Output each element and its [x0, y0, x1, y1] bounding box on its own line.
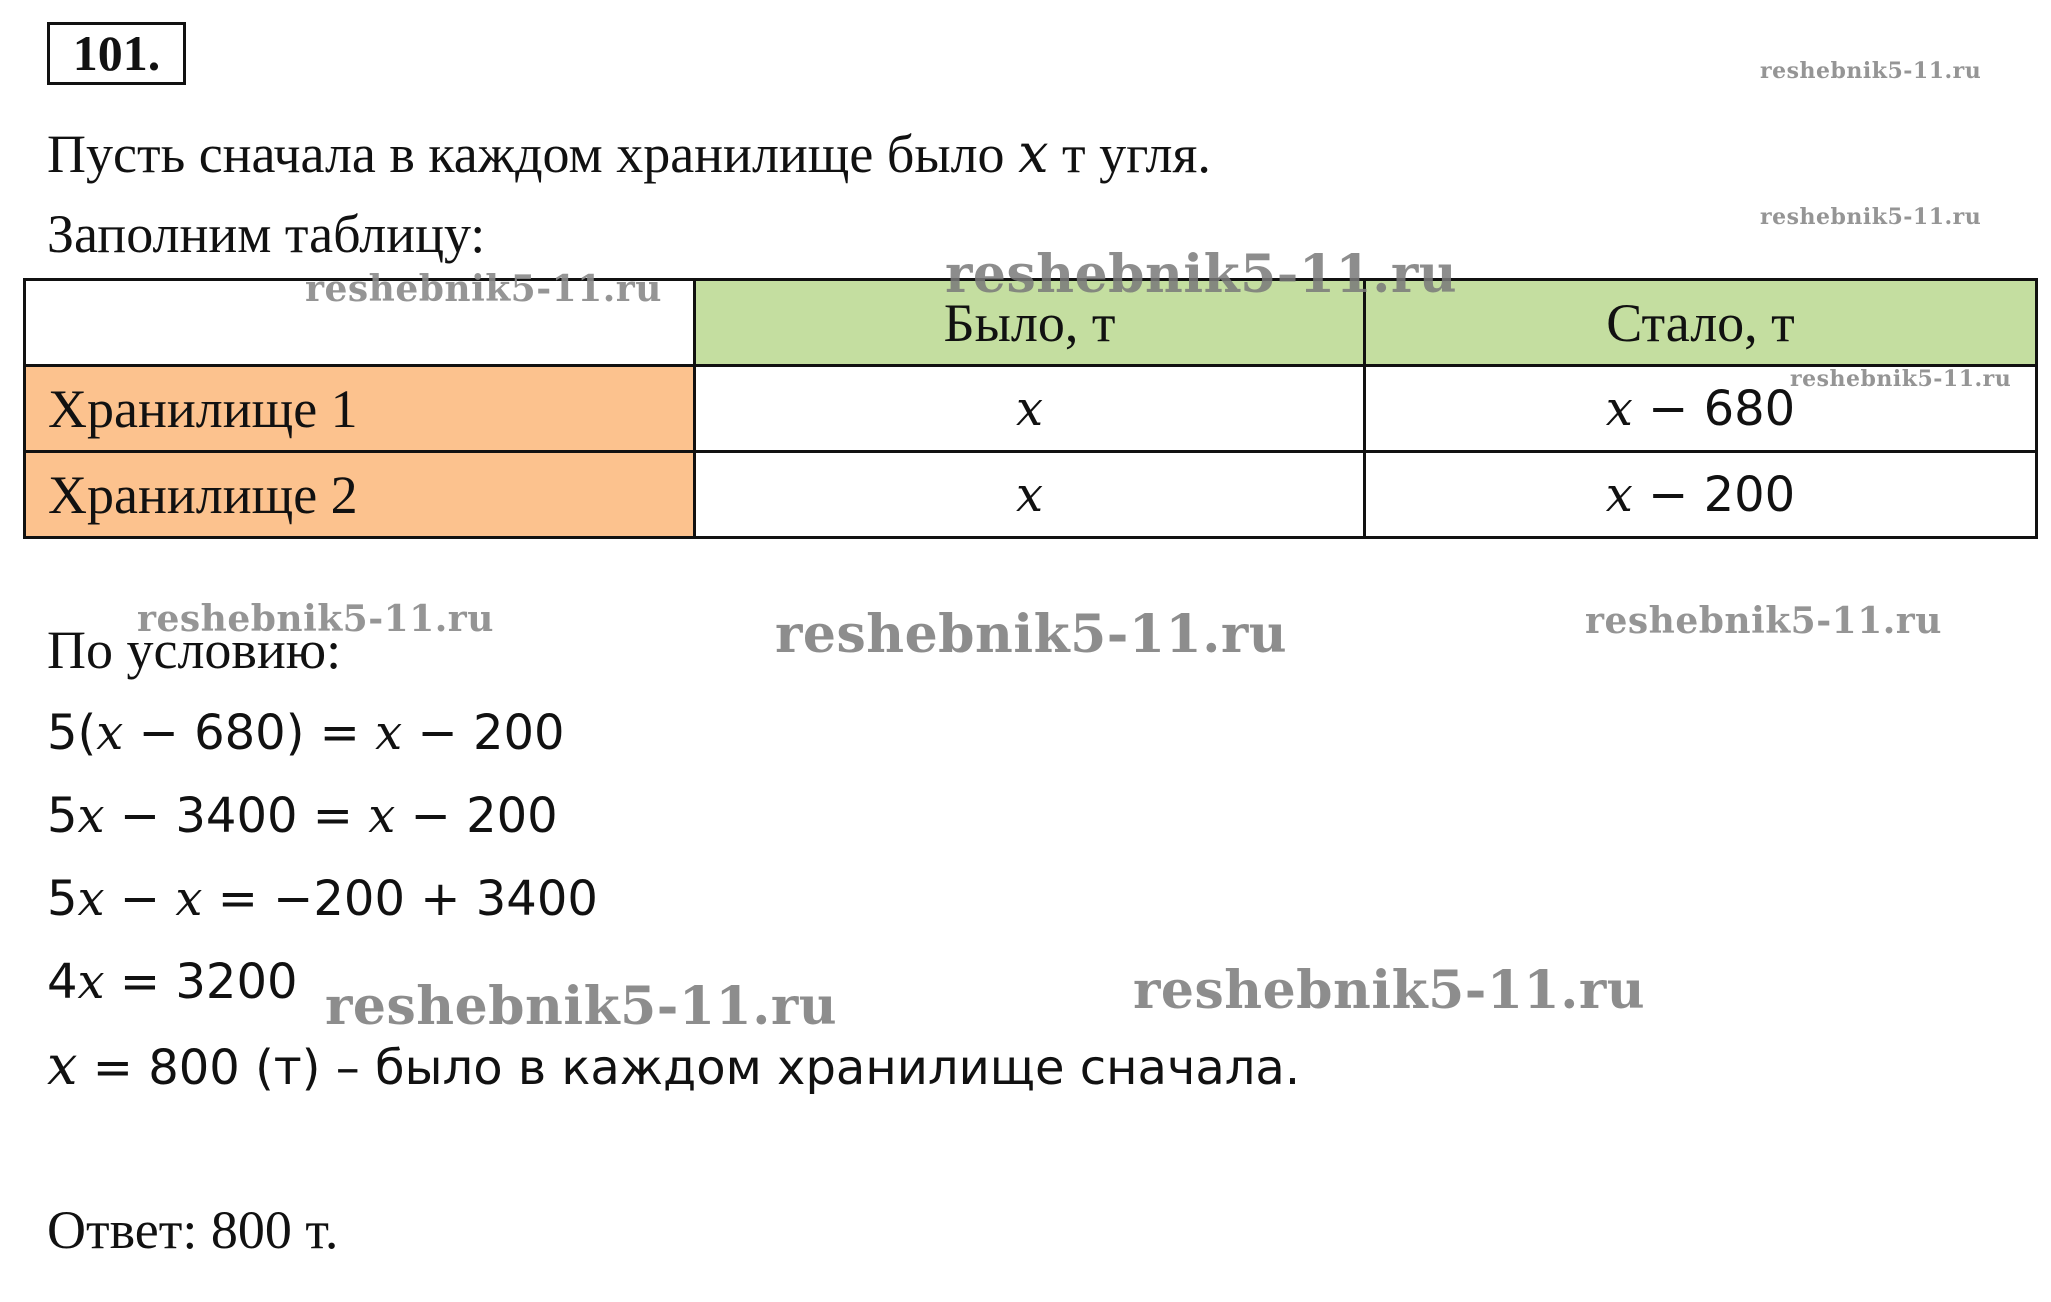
- result-line: [47, 1036, 1300, 1098]
- eq-part: = 3200: [104, 954, 298, 1010]
- watermark: reshebnik5-11.ru: [1790, 366, 2012, 392]
- eq-var: x: [368, 788, 396, 844]
- eq-part: 5: [47, 788, 78, 844]
- equation-1: [47, 703, 565, 763]
- cell-var: x: [1015, 466, 1044, 523]
- eq-part: − 200: [395, 788, 558, 844]
- eq-var: x: [375, 705, 403, 761]
- equation-3: [47, 869, 598, 929]
- equation-2: [47, 786, 558, 846]
- intro-variable: x: [1018, 122, 1049, 185]
- row-label-storage-1: Хранилище 1: [25, 366, 695, 452]
- eq-part: 5(: [47, 705, 97, 761]
- eq-var: x: [77, 788, 105, 844]
- eq-var: x: [77, 954, 105, 1010]
- row-label-storage-2: Хранилище 2: [25, 452, 695, 538]
- cell-expr: − 680: [1632, 380, 1796, 437]
- eq-part: −: [104, 871, 176, 927]
- eq-var: x: [175, 871, 203, 927]
- cell-var: x: [1605, 380, 1633, 437]
- column-header-after: Стало, т: [1365, 280, 2037, 366]
- cell-expr: − 200: [1632, 466, 1796, 523]
- watermark: reshebnik5-11.ru: [305, 268, 662, 310]
- eq-var: x: [96, 705, 124, 761]
- cell-storage-2-after: [1365, 452, 2037, 538]
- watermark: reshebnik5-11.ru: [325, 976, 838, 1037]
- table-row: [25, 366, 2037, 452]
- watermark: reshebnik5-11.ru: [1760, 58, 1982, 84]
- cell-var: x: [1605, 466, 1633, 523]
- cell-storage-2-before: [695, 452, 1365, 538]
- eq-part: = −200 + 3400: [202, 871, 598, 927]
- condition-label: По условию:: [47, 620, 342, 680]
- answer-line: Ответ: 800 т.: [47, 1200, 339, 1260]
- eq-part: 5: [47, 871, 78, 927]
- intro-text-part2: т угля.: [1048, 124, 1211, 184]
- table-intro: Заполним таблицу:: [47, 204, 486, 264]
- storage-table: [23, 278, 2038, 539]
- eq-var: x: [77, 871, 105, 927]
- intro-sentence: [47, 124, 1211, 184]
- eq-part: − 200: [402, 705, 565, 761]
- eq-part: − 3400 =: [104, 788, 369, 844]
- cell-var: x: [1015, 380, 1044, 437]
- watermark: reshebnik5-11.ru: [775, 604, 1288, 665]
- problem-number: 101.: [47, 22, 186, 85]
- watermark: reshebnik5-11.ru: [137, 598, 494, 640]
- watermark: reshebnik5-11.ru: [1133, 960, 1646, 1021]
- result-var: x: [47, 1034, 78, 1097]
- table-row: [25, 452, 2037, 538]
- eq-part: − 680) =: [123, 705, 376, 761]
- column-header-before: Было, т: [695, 280, 1365, 366]
- equation-4: [47, 952, 298, 1012]
- result-text: = 800 (т) – было в каждом хранилище сначала.: [77, 1040, 1301, 1096]
- intro-text-part1: Пусть сначала в каждом хранилище было: [47, 124, 1019, 184]
- eq-part: 4: [47, 954, 78, 1010]
- watermark: reshebnik5-11.ru: [1585, 600, 1942, 642]
- watermark: reshebnik5-11.ru: [945, 244, 1458, 305]
- watermark: reshebnik5-11.ru: [1760, 204, 1982, 230]
- cell-storage-1-before: [695, 366, 1365, 452]
